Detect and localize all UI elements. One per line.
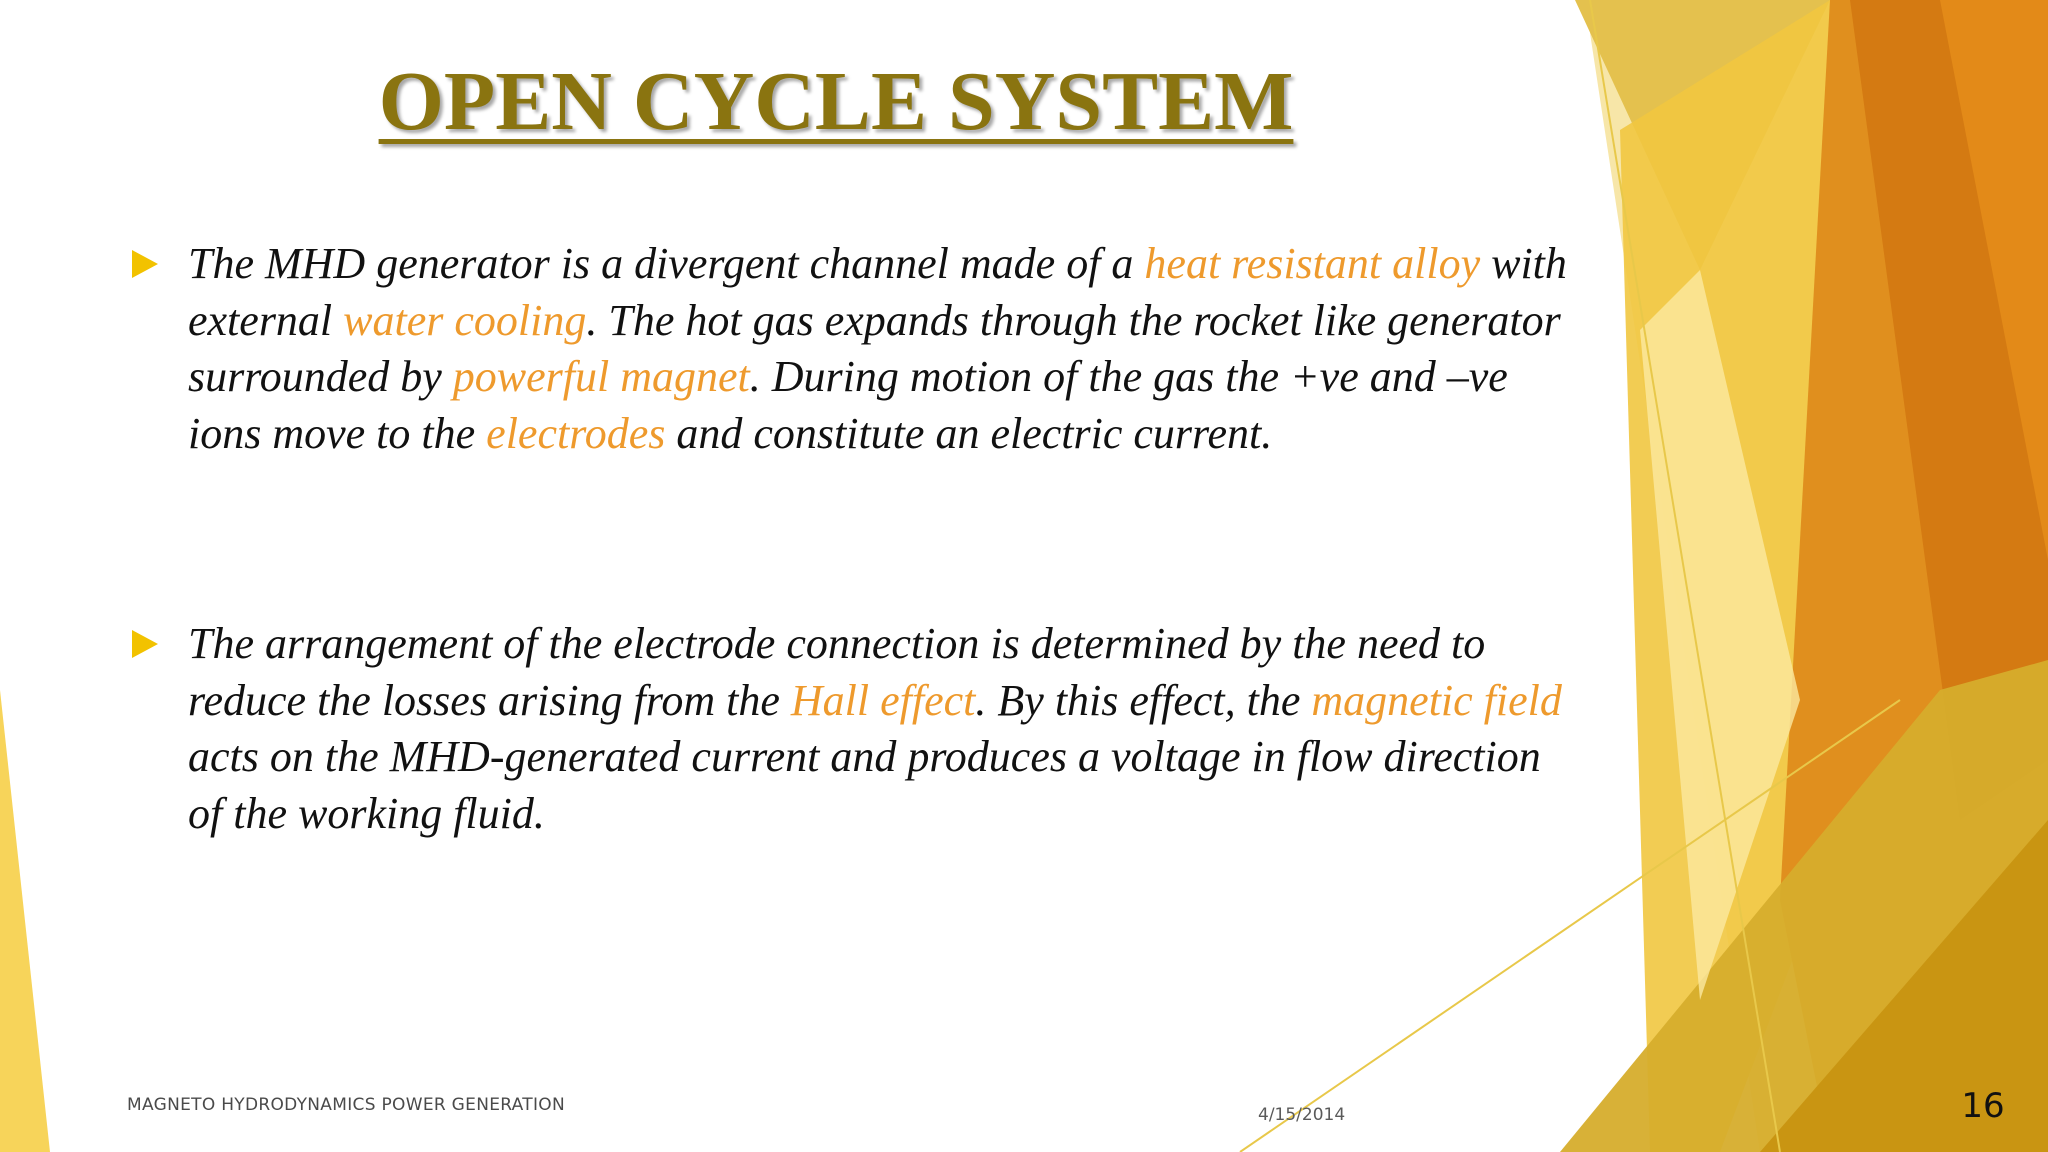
triangle-right-icon: [132, 250, 158, 278]
slide-title: OPEN CYCLE SYSTEM: [378, 55, 1294, 148]
highlighted-term: powerful magnet: [452, 352, 750, 401]
bullet-point-1: [132, 236, 1572, 462]
text-segment: . The hot gas expands through the rocket like generator surrounded by: [188, 295, 1561, 401]
triangle-right-icon: [132, 630, 158, 658]
highlighted-term: magnetic field: [1311, 675, 1562, 725]
highlighted-term: Hall effect: [790, 675, 976, 725]
text-segment: with external: [188, 239, 1567, 345]
highlighted-term: heat resistant alloy: [1144, 239, 1481, 288]
text-segment: . During motion of the gas the +ve and –ve ions move to the: [188, 352, 1508, 458]
text-segment: . By this effect, the: [975, 675, 1312, 725]
bullet-text: [188, 616, 1572, 842]
text-segment: The arrangement of the electrode connection is determined by the need to reduce the losses arising from the: [188, 619, 1486, 725]
page-number: 16: [1961, 1086, 2005, 1126]
text-segment: acts on the MHD-generated current and produces a voltage in flow direction of the working fluid.: [188, 732, 1541, 838]
highlighted-term: electrodes: [486, 408, 666, 458]
text-segment: and constitute an electric current.: [665, 408, 1273, 458]
footer-date: 4/15/2014: [1258, 1105, 1346, 1125]
text-segment: The MHD generator is a divergent channel made of a: [188, 239, 1145, 288]
footer-presentation-name: MAGNETO HYDRODYNAMICS POWER GENERATION: [127, 1095, 565, 1115]
bullet-text: [188, 236, 1572, 462]
left-accent-facet: [0, 690, 50, 1152]
bullet-point-2: [132, 616, 1572, 842]
highlighted-term: water cooling: [343, 295, 587, 345]
